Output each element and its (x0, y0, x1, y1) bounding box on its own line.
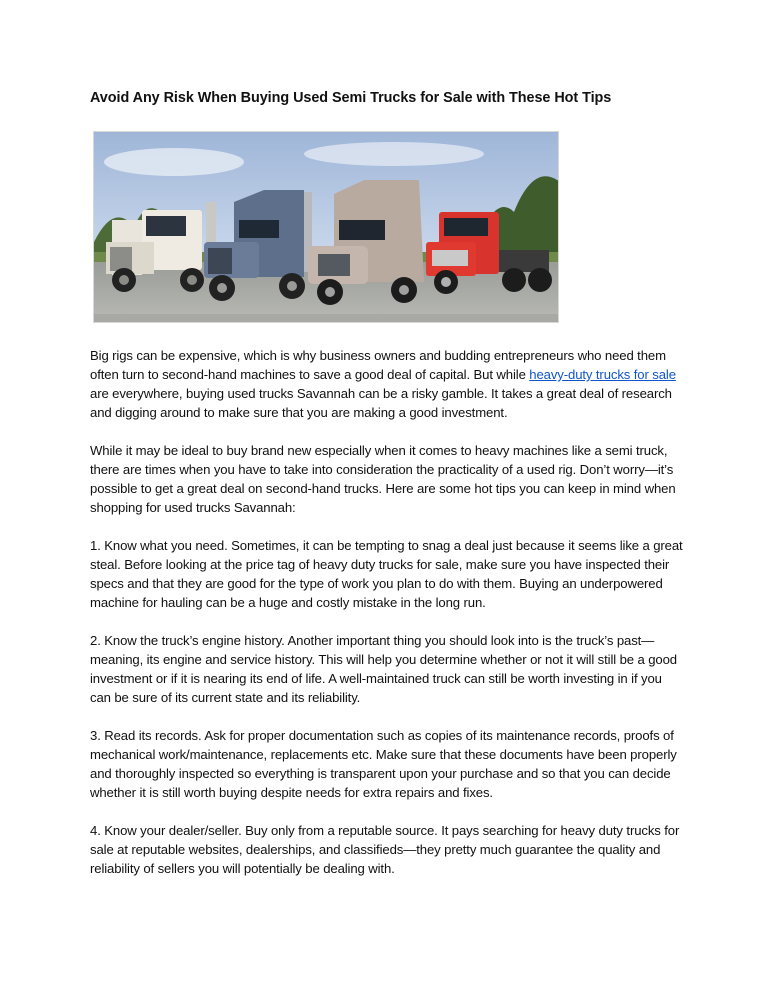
intro-text-after-link: are everywhere, buying used trucks Savannah can be a risky gamble. It takes a great deal of research and digging around to make sure that you are making a good investment. (90, 386, 672, 420)
intro-text-before-link: Big rigs can be expensive, which is why business owners and budding entrepreneurs who need them often turn to second-hand machines to save a good deal of capital. But while (90, 348, 666, 382)
trucks-photo (93, 131, 559, 323)
page-title: Avoid Any Risk When Buying Used Semi Trucks for Sale with These Hot Tips (90, 90, 612, 106)
article-body (90, 346, 685, 897)
heavy-duty-trucks-link[interactable]: heavy-duty trucks for sale (529, 367, 676, 382)
tip-4: 4. Know your dealer/seller. Buy only from a reputable source. It pays searching for heavy duty trucks for sale at reputable websites, dealerships, and classifieds—they pretty much guarantee the quality and reliability of sellers you will potentially be dealing with. (90, 823, 680, 876)
tip-2: 2. Know the truck’s engine history. Another important thing you should look into is the truck’s past—meaning, its engine and service history. This will help you determine whether or not it will still be a good investment or if it is nearing its end of life. A well-maintained truck can still be worth investing in if you can be sure of its current state and its reliability. (90, 633, 677, 705)
tip-3: 3. Read its records. Ask for proper documentation such as copies of its maintenance records, proofs of mechanical work/maintenance, replacements etc. Make sure that these documents have been properly and thoroughly inspected so everything is transparent upon your purchase and so that you can decide whether it is still worth buying despite needs for extra repairs and fixes. (90, 728, 677, 800)
intro-paragraph (90, 346, 685, 422)
trucks-image (94, 132, 559, 323)
tip-1: 1. Know what you need. Sometimes, it can be tempting to snag a deal just because it seems like a great steal. Before looking at the price tag of heavy duty trucks for sale, make sure you have inspected their specs and that they are good for the type of work you plan to do with them. Buying an underpowered machine for hauling can be a huge and costly mistake in the long run. (90, 538, 683, 610)
paragraph-2: While it may be ideal to buy brand new especially when it comes to heavy machines like a semi truck, there are times when you have to take into consideration the practicality of a used rig. Don’t worry—it’s possible to get a great deal on second-hand trucks. Here are some hot tips you can keep in mind when shopping for used trucks Savannah: (90, 443, 676, 515)
